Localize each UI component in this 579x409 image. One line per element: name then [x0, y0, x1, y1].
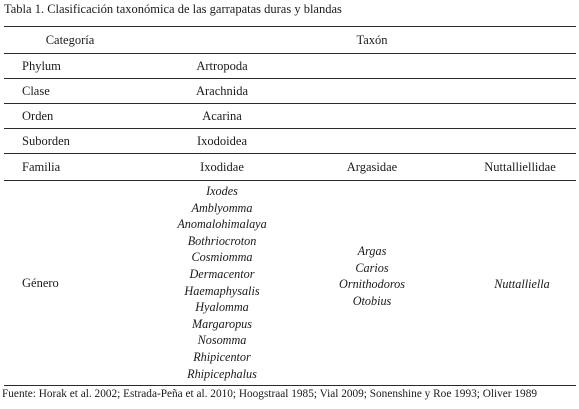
- row-clase-value: Arachnida: [195, 84, 249, 98]
- genus-name: Hyalomma: [195, 300, 249, 315]
- genus-name: Otobius: [352, 293, 392, 308]
- genus-name: Anomalohimalaya: [177, 217, 267, 232]
- genus-name: Carios: [355, 260, 389, 275]
- row-phylum-value: Artropoda: [196, 59, 248, 73]
- row-rule: [4, 103, 576, 104]
- row-orden-value: Acarina: [202, 109, 242, 123]
- header-rule: [4, 53, 576, 54]
- genus-name: Ixodes: [206, 184, 238, 198]
- table-source-note: Fuente: Horak et al. 2002; Estrada-Peña et al. 2010; Hoogstraal 1985; Vial 2009; Sonenshine y Roe 1993; Oliver 1989: [2, 388, 537, 400]
- genus-name: Rhipicentor: [193, 349, 251, 364]
- genus-name: Nuttalliella: [494, 277, 550, 291]
- table-top-rule: [4, 26, 576, 27]
- row-rule: [4, 128, 576, 129]
- row-rule: [4, 78, 576, 79]
- header-category: Categoría: [45, 33, 95, 47]
- row-suborden-value: Ixodoidea: [197, 134, 247, 148]
- familia-argasidae: Argasidae: [346, 160, 398, 174]
- genus-name: Rhipicephalus: [187, 366, 257, 381]
- genus-name: Margaropus: [191, 316, 253, 331]
- row-rule: [4, 180, 576, 181]
- row-rule: [4, 153, 576, 154]
- familia-ixodidae: Ixodidae: [200, 160, 244, 174]
- table-bottom-rule: [4, 385, 576, 386]
- familia-nuttalliellidae: Nuttalliellidae: [484, 160, 556, 174]
- genus-list-ixodidae: [177, 183, 266, 382]
- genus-name: Amblyomma: [191, 200, 253, 215]
- genus-name: Dermacentor: [189, 266, 255, 281]
- header-taxon: Taxón: [356, 33, 388, 47]
- row-orden-label: Orden: [22, 109, 54, 123]
- genus-name: Bothriocroton: [187, 233, 257, 248]
- row-clase-label: Clase: [22, 84, 50, 98]
- genus-name: Cosmiomma: [191, 250, 253, 265]
- table-caption: Tabla 1. Clasificación taxonómica de las garrapatas duras y blandas: [4, 2, 342, 16]
- genus-name: Haemaphysalis: [184, 283, 260, 298]
- genus-name: Nosomma: [197, 333, 247, 348]
- row-phylum-label: Phylum: [22, 59, 61, 73]
- row-familia-label: Familia: [22, 160, 61, 174]
- genus-list-nuttalliellidae: [494, 276, 550, 293]
- genus-list-argasidae: [339, 243, 405, 309]
- genus-name: Ornithodoros: [339, 277, 405, 292]
- genus-name: Argas: [357, 244, 387, 258]
- row-genero-label: Género: [22, 276, 59, 290]
- row-suborden-label: Suborden: [22, 134, 70, 148]
